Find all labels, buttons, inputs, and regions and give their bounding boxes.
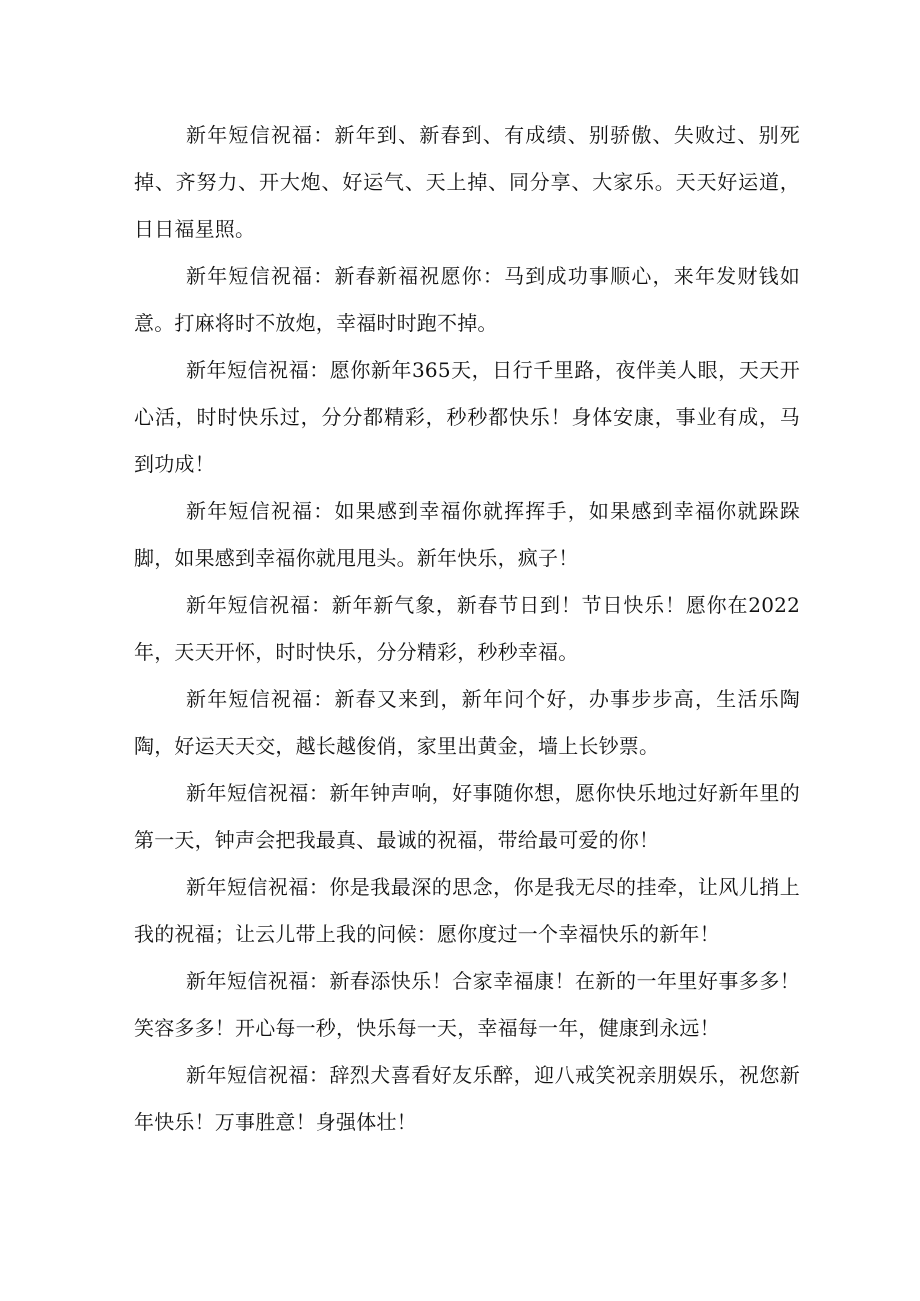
document-body	[134, 112, 800, 1146]
paragraph-5: 新年短信祝福：新年新气象，新春节日到！节日快乐！愿你在2022年，天天开怀，时时快乐，分分精彩，秒秒幸福。	[134, 593, 800, 664]
paragraph-8: 新年短信祝福：你是我最深的思念，你是我无尽的挂牵，让风儿捎上我的祝福；让云儿带上我的问候：愿你度过一个幸福快乐的新年！	[134, 875, 800, 946]
paragraph-3: 新年短信祝福：愿你新年365天，日行千里路，夜伴美人眼，天天开心活，时时快乐过，分分都精彩，秒秒都快乐！身体安康，事业有成，马到功成！	[134, 358, 800, 476]
paragraph-7: 新年短信祝福：新年钟声响，好事随你想，愿你快乐地过好新年里的第一天，钟声会把我最真、最诚的祝福，带给最可爱的你！	[134, 781, 800, 852]
paragraph-1: 新年短信祝福：新年到、新春到、有成绩、别骄傲、失败过、别死掉、齐努力、开大炮、好运气、天上掉、同分享、大家乐。天天好运道，日日福星照。	[134, 123, 800, 241]
paragraph-2: 新年短信祝福：新春新福祝愿你：马到成功事顺心，来年发财钱如意。打麻将时不放炮，幸福时时跑不掉。	[134, 264, 800, 335]
paragraph-9: 新年短信祝福：新春添快乐！合家幸福康！在新的一年里好事多多！笑容多多！开心每一秒，快乐每一天，幸福每一年，健康到永远！	[134, 969, 800, 1040]
paragraph-6: 新年短信祝福：新春又来到，新年问个好，办事步步高，生活乐陶陶，好运天天交，越长越俊俏，家里出黄金，墙上长钞票。	[134, 687, 800, 758]
paragraph-10: 新年短信祝福：辞烈犬喜看好友乐醉，迎八戒笑祝亲朋娱乐，祝您新年快乐！万事胜意！身强体壮！	[134, 1063, 800, 1134]
paragraph-4: 新年短信祝福：如果感到幸福你就挥挥手，如果感到幸福你就跺跺脚，如果感到幸福你就甩甩头。新年快乐，疯子！	[134, 499, 800, 570]
